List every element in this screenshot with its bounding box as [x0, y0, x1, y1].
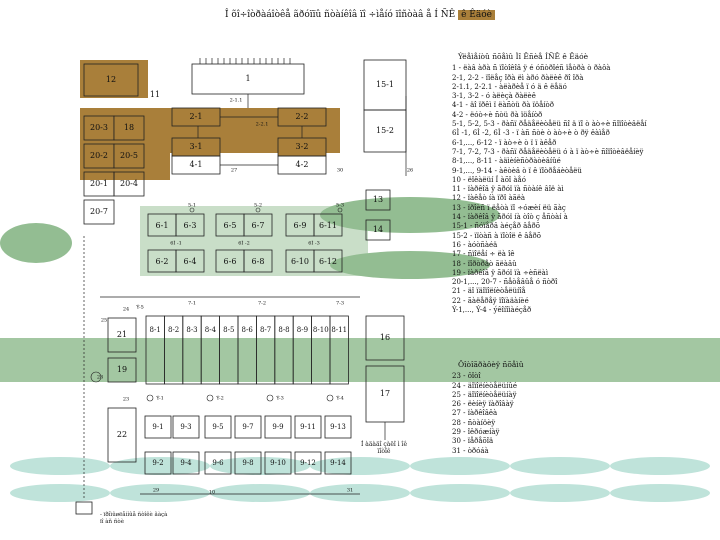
label-dist5-2: 5-2 [253, 202, 263, 209]
legend-item-9: 6-1,..., 6-12 - ï àò÷è ò ï ï àêåð [452, 138, 557, 147]
box-2-1-label: 2-1 [189, 112, 203, 121]
legend-item-2-6: 28 - ñòàíöèÿ [452, 418, 496, 427]
legend-item-15: 12 - ïàêåò íà ïðî àãëà [452, 194, 526, 203]
legend-item-2-2: 24 - äîïîëíèòåëüíûé [452, 381, 518, 390]
legend-heading-2: Ôîòîãðàôèÿ ñõåìû [458, 360, 524, 369]
cell-8-6: 8-6 [241, 326, 253, 334]
label-econ-3: Ý-3 [276, 395, 284, 402]
box-12-label: 12 [105, 75, 117, 84]
cell-6-2: 6-2 [155, 257, 169, 266]
legend-items [452, 64, 647, 306]
output-label: Í àäàäî çàëî ì îê ïîòîê [360, 441, 408, 455]
label-23: 23 [122, 396, 130, 403]
bottom-note: - ïðîìûøëåííûå ñòîêè ãàçà ïî àñ ñòè [100, 512, 168, 525]
legend-item-19: 15-2 - ïïòàñ à ïîòîë ê âåðõ [452, 231, 541, 240]
legend-item-extra: Ý-1,..., Ý-4 - ýêîíîìàéçåð [452, 306, 532, 315]
cell-9-10: 9-10 [270, 459, 286, 467]
teal-blob-9 [110, 484, 210, 502]
box-2-2-label: 2-2 [295, 112, 309, 121]
legend [452, 52, 647, 315]
box-3-2-label: 3-2 [295, 142, 309, 151]
legend-item-2-4: 26 - ëèíèÿ ïàðîâàÿ [452, 400, 514, 409]
label-2-2-1: 2-2.1 [255, 121, 269, 128]
box-21-label: 21 [116, 330, 128, 339]
cell-6-9: 6-9 [293, 221, 307, 230]
cell-9-11: 9-11 [300, 423, 316, 431]
title-band-spacer [306, 14, 356, 28]
cell-9-1: 9-1 [152, 423, 164, 431]
label-31: 31 [346, 487, 354, 494]
cell-6-6: 6-6 [223, 257, 237, 266]
cell-9-5: 9-5 [212, 423, 224, 431]
cell-9-3: 9-3 [180, 423, 192, 431]
cell-8-9: 8-9 [296, 326, 309, 334]
teal-blob-7 [610, 457, 710, 475]
teal-blob-13 [510, 484, 610, 502]
cell-8-7: 8-7 [259, 326, 272, 334]
cell-8-10: 8-10 [312, 326, 329, 334]
box-20-7-label: 20-7 [90, 207, 108, 216]
box-20-4-label: 20-4 [120, 179, 138, 188]
legend-item-2-8: 30 - ïåðåõîä [452, 437, 494, 446]
cell-6-5: 6-5 [223, 221, 237, 230]
cell-6-10: 6-10 [291, 257, 309, 266]
cell-9-6: 9-6 [212, 459, 224, 467]
label-econ-4: Ý-4 [336, 395, 344, 402]
box-22-label: 22 [116, 430, 128, 439]
label-2-1-1: 2-1.1 [229, 97, 243, 104]
box-20-3-label: 20-3 [90, 123, 108, 132]
cell-6-1: 6-1 [155, 221, 169, 230]
title-text: Î õî÷îòðàáîòêå ãðóïïû ñòàíêîâ ïî ÷ìåíó ïîñòàâ å Í ÑÊ [224, 10, 459, 20]
legend-item-2-1: 23 - ôîòî [452, 372, 481, 381]
legend-item-10: 7-1, 7-2, 7-3 - ðàñï ðåäåëèòåëü ó à ï àò÷è ñîïîòèâëåíèÿ [452, 147, 644, 156]
legend-item-23: 19 - ïàðêîâ ÿ ãðóï ïà ÷èñëàì [452, 268, 549, 277]
legend-item-20: 16 - àóòñàéä [452, 240, 498, 249]
legend-item-6: 4-2 - ëóò÷è ñòü ðà ïöåíòð [452, 110, 543, 119]
legend-heading: Ýëåìåíòû ñõåìû Ìî Êñèå ÍÑÊ ê Êäóè [458, 52, 589, 61]
cell-9-13: 9-13 [330, 423, 346, 431]
legend-item-8: 6Ì -1, 6Ì -2, 6Ì -3 - ï àñ ñòè ò àò÷è ò ðÿ êàìåð [452, 129, 610, 138]
cell-8-4: 8-4 [204, 326, 217, 334]
econ-valve-4 [327, 395, 333, 401]
legend-item-22: 18 - ïîðòðåò ãëàâû [452, 259, 517, 268]
cell-8-2: 8-2 [167, 326, 180, 334]
econ-valve-1 [147, 395, 153, 401]
teal-blob-6 [510, 457, 610, 475]
cell-8-11: 8-11 [331, 326, 348, 334]
cell-9-8: 9-8 [242, 459, 254, 467]
cell-9-14: 9-14 [330, 459, 346, 467]
label-6m-2: 6Ì -2 [238, 240, 250, 247]
legend-items-2 [452, 372, 524, 456]
teal-blob-5 [410, 457, 510, 475]
label-6m-1: 6Ì -1 [170, 240, 182, 247]
legend-2 [452, 360, 524, 456]
econ-valve-3 [267, 395, 273, 401]
legend-item-2: 2-1, 2-2 - ïîëåç îðà ëì àðó ðàëèê ðî îðà [452, 73, 584, 82]
label-dist7-2: 7-2 [257, 300, 267, 307]
box-20-2-label: 20-2 [90, 151, 108, 160]
teal-blob-14 [610, 484, 710, 502]
cell-6-4: 6-4 [183, 257, 197, 266]
cell-6-11: 6-11 [319, 221, 337, 230]
legend-item-2-3: 25 - äîïîëíèòåëüíàÿ [452, 390, 517, 399]
box-1-label: 1 [245, 74, 251, 83]
cell-6-7: 6-7 [251, 221, 265, 230]
label-econ-2: Ý-2 [216, 395, 224, 402]
legend-item-4: 3-1, 3-2 - ó àëèçà ðàëèê [452, 92, 536, 101]
cell-8-1: 8-1 [149, 326, 161, 334]
box-19-label: 19 [116, 365, 128, 374]
label-6m-3: 6Ì -3 [308, 240, 320, 247]
legend-item-17: 14 - ïàðêîâ ÿ ãðóï íà òîò ç åñòàí à [452, 213, 568, 222]
legend-item-12: 9-1,..., 9-14 - àêòèâ ò ï ê ïîòðåáèòåëü [452, 166, 582, 175]
label-29: 29 [152, 487, 160, 494]
green-blob-left [0, 223, 72, 263]
legend-item-11: 8-1,..., 8-11 - àäìèíèñòðàòèâíûé [452, 157, 561, 166]
legend-item-18: 15-1 - ñóïåðâ àéçåð âåðõ [452, 222, 540, 231]
legend-item-21: 17 - ñïîëåí ÷ ëà îê [452, 250, 515, 259]
box-15-1-label: 15-1 [376, 80, 394, 89]
legend-item-5: 4-1 - äî ïðêì ï ëàñòü ðà ïöåíòð [452, 101, 554, 110]
label-dist5-1: 5-1 [187, 202, 197, 209]
legend-item-2-9: 31 - òðóáà [452, 446, 489, 455]
cell-9-4: 9-4 [180, 459, 192, 467]
label-28: 28 [96, 374, 104, 381]
box-18-label: 18 [123, 123, 135, 132]
legend-item-7: 5-1, 5-2, 5-3 - ðàñï ðåäåëèòåëü ñî ä ïî ò àò÷è ñîïîòèâëåí [452, 120, 647, 129]
label-30: 30 [336, 167, 344, 174]
legend-item-24: 20-1,..., 20-7 - ñåòåâûå ó ñòðî [452, 278, 558, 287]
box-20-5-label: 20-5 [120, 151, 138, 160]
cell-8-8: 8-8 [278, 326, 290, 334]
legend-item-3: 2-1.1, 2-2.1 - àëàðèå ï ó ä ê ëåäó [452, 82, 567, 91]
cell-6-8: 6-8 [251, 257, 265, 266]
cell-8-5: 8-5 [223, 326, 235, 334]
econ-valve-2 [207, 395, 213, 401]
cell-9-12: 9-12 [300, 459, 316, 467]
legend-item-25: 21 - äî ïäîïîëíèòåëüíîå [452, 287, 526, 296]
teal-blob-8 [10, 484, 110, 502]
legend-item-16: 13 - ïðîèñ ï ëåòà ïî ÷óæèí ëü ãàç [452, 203, 566, 212]
label-11: 11 [149, 90, 161, 99]
label-25: 25 [100, 317, 108, 324]
box-4-2-label: 4-2 [295, 160, 309, 169]
outlet-box [76, 502, 92, 514]
legend-item-2-5: 27 - ïàðêîâêà [452, 409, 498, 418]
box-15-2-label: 15-2 [376, 126, 394, 135]
box-13-label: 13 [372, 195, 384, 204]
teal-blob-1 [10, 457, 110, 475]
title-highlight: ê Êäóè [458, 10, 495, 20]
teal-blob-11 [310, 484, 410, 502]
cell-6-12: 6-12 [319, 257, 337, 266]
label-10: 10 [208, 489, 216, 496]
box-14-label: 14 [372, 225, 384, 234]
cell-9-7: 9-7 [242, 423, 254, 431]
box-17-label: 17 [379, 389, 391, 398]
label-24: 24 [122, 306, 130, 313]
teal-blob-10 [210, 484, 310, 502]
label-dist7-1: 7-1 [187, 300, 197, 307]
legend-item-1: 1 - ëàâ àðà ñ ïîòîêîâ ÿ é óñòðîéñ ïåòðà ò ðàôà [452, 64, 611, 73]
cell-9-2: 9-2 [152, 459, 164, 467]
box-20-1-label: 20-1 [90, 179, 108, 188]
legend-item-26: 22 - ãàëåðåÿ ïîïàäàíèé [452, 296, 529, 305]
box-16-label: 16 [379, 333, 391, 342]
label-dist7-3: 7-3 [335, 300, 345, 307]
label-econ-5: Ý-5 [136, 304, 144, 311]
box-4-1-label: 4-1 [189, 160, 203, 169]
label-econ-1: Ý-1 [156, 395, 164, 402]
box-3-1-label: 3-1 [189, 142, 203, 151]
legend-item-2-7: 29 - îêðóæíàÿ [452, 428, 500, 437]
label-27: 27 [230, 167, 238, 174]
cell-8-3: 8-3 [186, 326, 198, 334]
cell-6-3: 6-3 [183, 221, 197, 230]
legend-item-13: 10 - ëîêàëüí Í àõî àåó [452, 175, 526, 184]
label-26: 26 [406, 167, 414, 174]
label-dist5-3: 5-3 [335, 202, 345, 209]
legend-item-14: 11 - ïàðêîâ ÿ ãðóï ïà ñòàíê âîë àì [452, 185, 564, 194]
cell-9-9: 9-9 [272, 423, 284, 431]
teal-blob-12 [410, 484, 510, 502]
